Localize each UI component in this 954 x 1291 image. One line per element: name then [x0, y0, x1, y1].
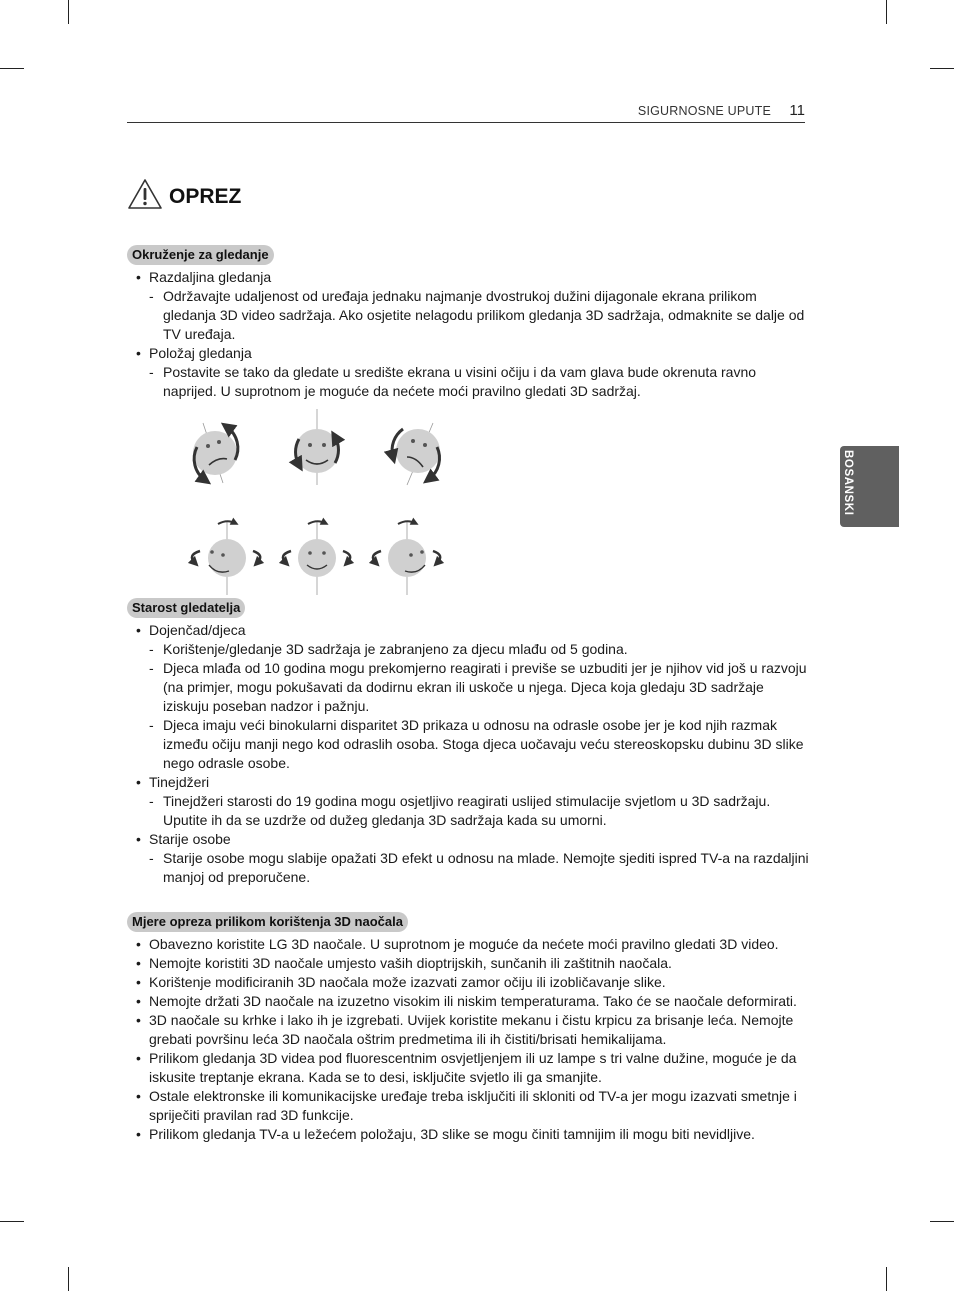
crop-mark	[0, 1221, 24, 1222]
section-heading-viewing-environment: Okruženje za gledanje	[127, 245, 274, 265]
list-item: - Djeca mlađa od 10 godina mogu prekomjerno reagirati i previše se uzbuditi jer je njihov vid još u razvoju (na primjer, mogu pokušavati da dodirnu ekran ili uskoče u njega. Djeca koja gledaju 3D sadržaje iziskuju poseban nadzor i pažnju.	[136, 659, 812, 716]
list-item: • Nemojte koristiti 3D naočale umjesto vaših dioptrijskih, sunčanih ili zaštitnih naočala.	[136, 954, 812, 973]
list-item: • Nemojte držati 3D naočale na izuzetno visokim ili niskim temperaturama. Tako će se naočale deformirati.	[136, 992, 812, 1011]
list-item: - Tinejdžeri starosti do 19 godina mogu osjetljivo reagirati uslijed stimulacije svjetlom u 3D sadržaju. Uputite ih da se uzdrže od dužeg gledanja 3D sadržaja kada su umorni.	[136, 792, 812, 830]
crop-mark	[886, 1267, 887, 1291]
list-item: • Tinejdžeri	[136, 773, 812, 792]
face-tilted-left	[193, 423, 238, 483]
list-item: - Postavite se tako da gledate u središte ekrana u visini očiju i da vam glava bude okrenuta ravno naprijed. U suprotnom je moguće da nećete moći pravilno gledati 3D sadržaj.	[136, 363, 812, 401]
glasses-precautions-list	[136, 935, 812, 1144]
crop-mark	[930, 1221, 954, 1222]
crop-mark	[886, 0, 887, 24]
page-number: 11	[789, 102, 805, 119]
list-item: • Korištenje modificiranih 3D naočala može izazvati zamor očiju ili izobličavanje slike.	[136, 973, 812, 992]
list-item: • Obavezno koristite LG 3D naočale. U suprotnom je moguće da nećete moći pravilno gledati 3D video.	[136, 935, 812, 954]
list-item: - Održavajte udaljenost od uređaja jednaku najmanje dvostrukoj dužini dijagonale ekrana prilikom gledanja 3D video sadržaja. Ako osjetite nelagodu prilikom gledanja 3D sadržaja, odmaknite se dalje od TV uređaja.	[136, 287, 812, 344]
face-tilted-right	[392, 423, 440, 485]
warning-triangle-icon	[127, 178, 163, 210]
face-turned-left	[192, 521, 260, 595]
list-item: • Starije osobe	[136, 830, 812, 849]
face-facing-forward	[283, 521, 350, 595]
header-section-title: SIGURNOSNE UPUTE	[637, 104, 771, 118]
viewing-environment-list	[136, 268, 812, 401]
list-item: • Prilikom gledanja TV-a u ležećem položaju, 3D slike se mogu činiti tamnijim ili mogu biti nevidljive.	[136, 1125, 812, 1144]
list-item: - Djeca imaju veći binokularni disparitet 3D prikaza u odnosu na odrasle osobe jer je kod njih razmak između očiju manji nego kod odraslih osoba. Stoga djeca uočavaju veću stereoskopsku dubinu 3D slike nego odrasle osobe.	[136, 716, 812, 773]
list-item: • Ostale elektronske ili komunikacijske uređaje treba isključiti ili skloniti od TV-a jer mogu izazvati smetnje i spriječiti pravilan rad 3D funkcije.	[136, 1087, 812, 1125]
section-heading-viewer-age: Starost gledatelja	[127, 598, 245, 618]
list-item: • Dojenčad/djeca	[136, 621, 812, 640]
crop-mark	[930, 68, 954, 69]
list-item: - Starije osobe mogu slabije opažati 3D efekt u odnosu na mlade. Nemojte sjediti ispred TV-a na razdaljini manjoj od preporučene.	[136, 849, 812, 887]
list-item: • Prilikom gledanja 3D videa pod fluorescentnim osvjetljenjem ili uz lampe s tri valne dužine, moguće je da iskusite treptanje ekrana. Kada se to desi, isključite svjetlo ili ga smanjite.	[136, 1049, 812, 1087]
caution-title	[127, 176, 241, 212]
language-side-tab	[840, 446, 899, 527]
face-upright	[295, 409, 339, 485]
face-turned-right	[373, 521, 440, 595]
head-position-faces-illustration	[175, 405, 465, 595]
list-item: • 3D naočale su krhke i lako ih je izgrebati. Uvijek koristite mekanu i čistu krpicu za brisanje leća. Nemojte grebati površinu leća 3D naočala oštrim predmetima ili ih čistiti/brisati hemikalijama.	[136, 1011, 812, 1049]
list-item: • Razdaljina gledanja	[136, 268, 812, 287]
crop-mark	[0, 68, 24, 69]
section-heading-glasses-precautions: Mjere opreza prilikom korištenja 3D naočala	[127, 912, 408, 932]
crop-mark	[68, 0, 69, 24]
page-header	[127, 100, 805, 123]
list-item: - Korištenje/gledanje 3D sadržaja je zabranjeno za djecu mlađu od 5 godina.	[136, 640, 812, 659]
viewer-age-list	[136, 621, 812, 887]
list-item: • Položaj gledanja	[136, 344, 812, 363]
page-title: OPREZ	[169, 185, 242, 208]
language-tab-label: BOSANSKI	[842, 450, 854, 516]
crop-mark	[68, 1267, 69, 1291]
